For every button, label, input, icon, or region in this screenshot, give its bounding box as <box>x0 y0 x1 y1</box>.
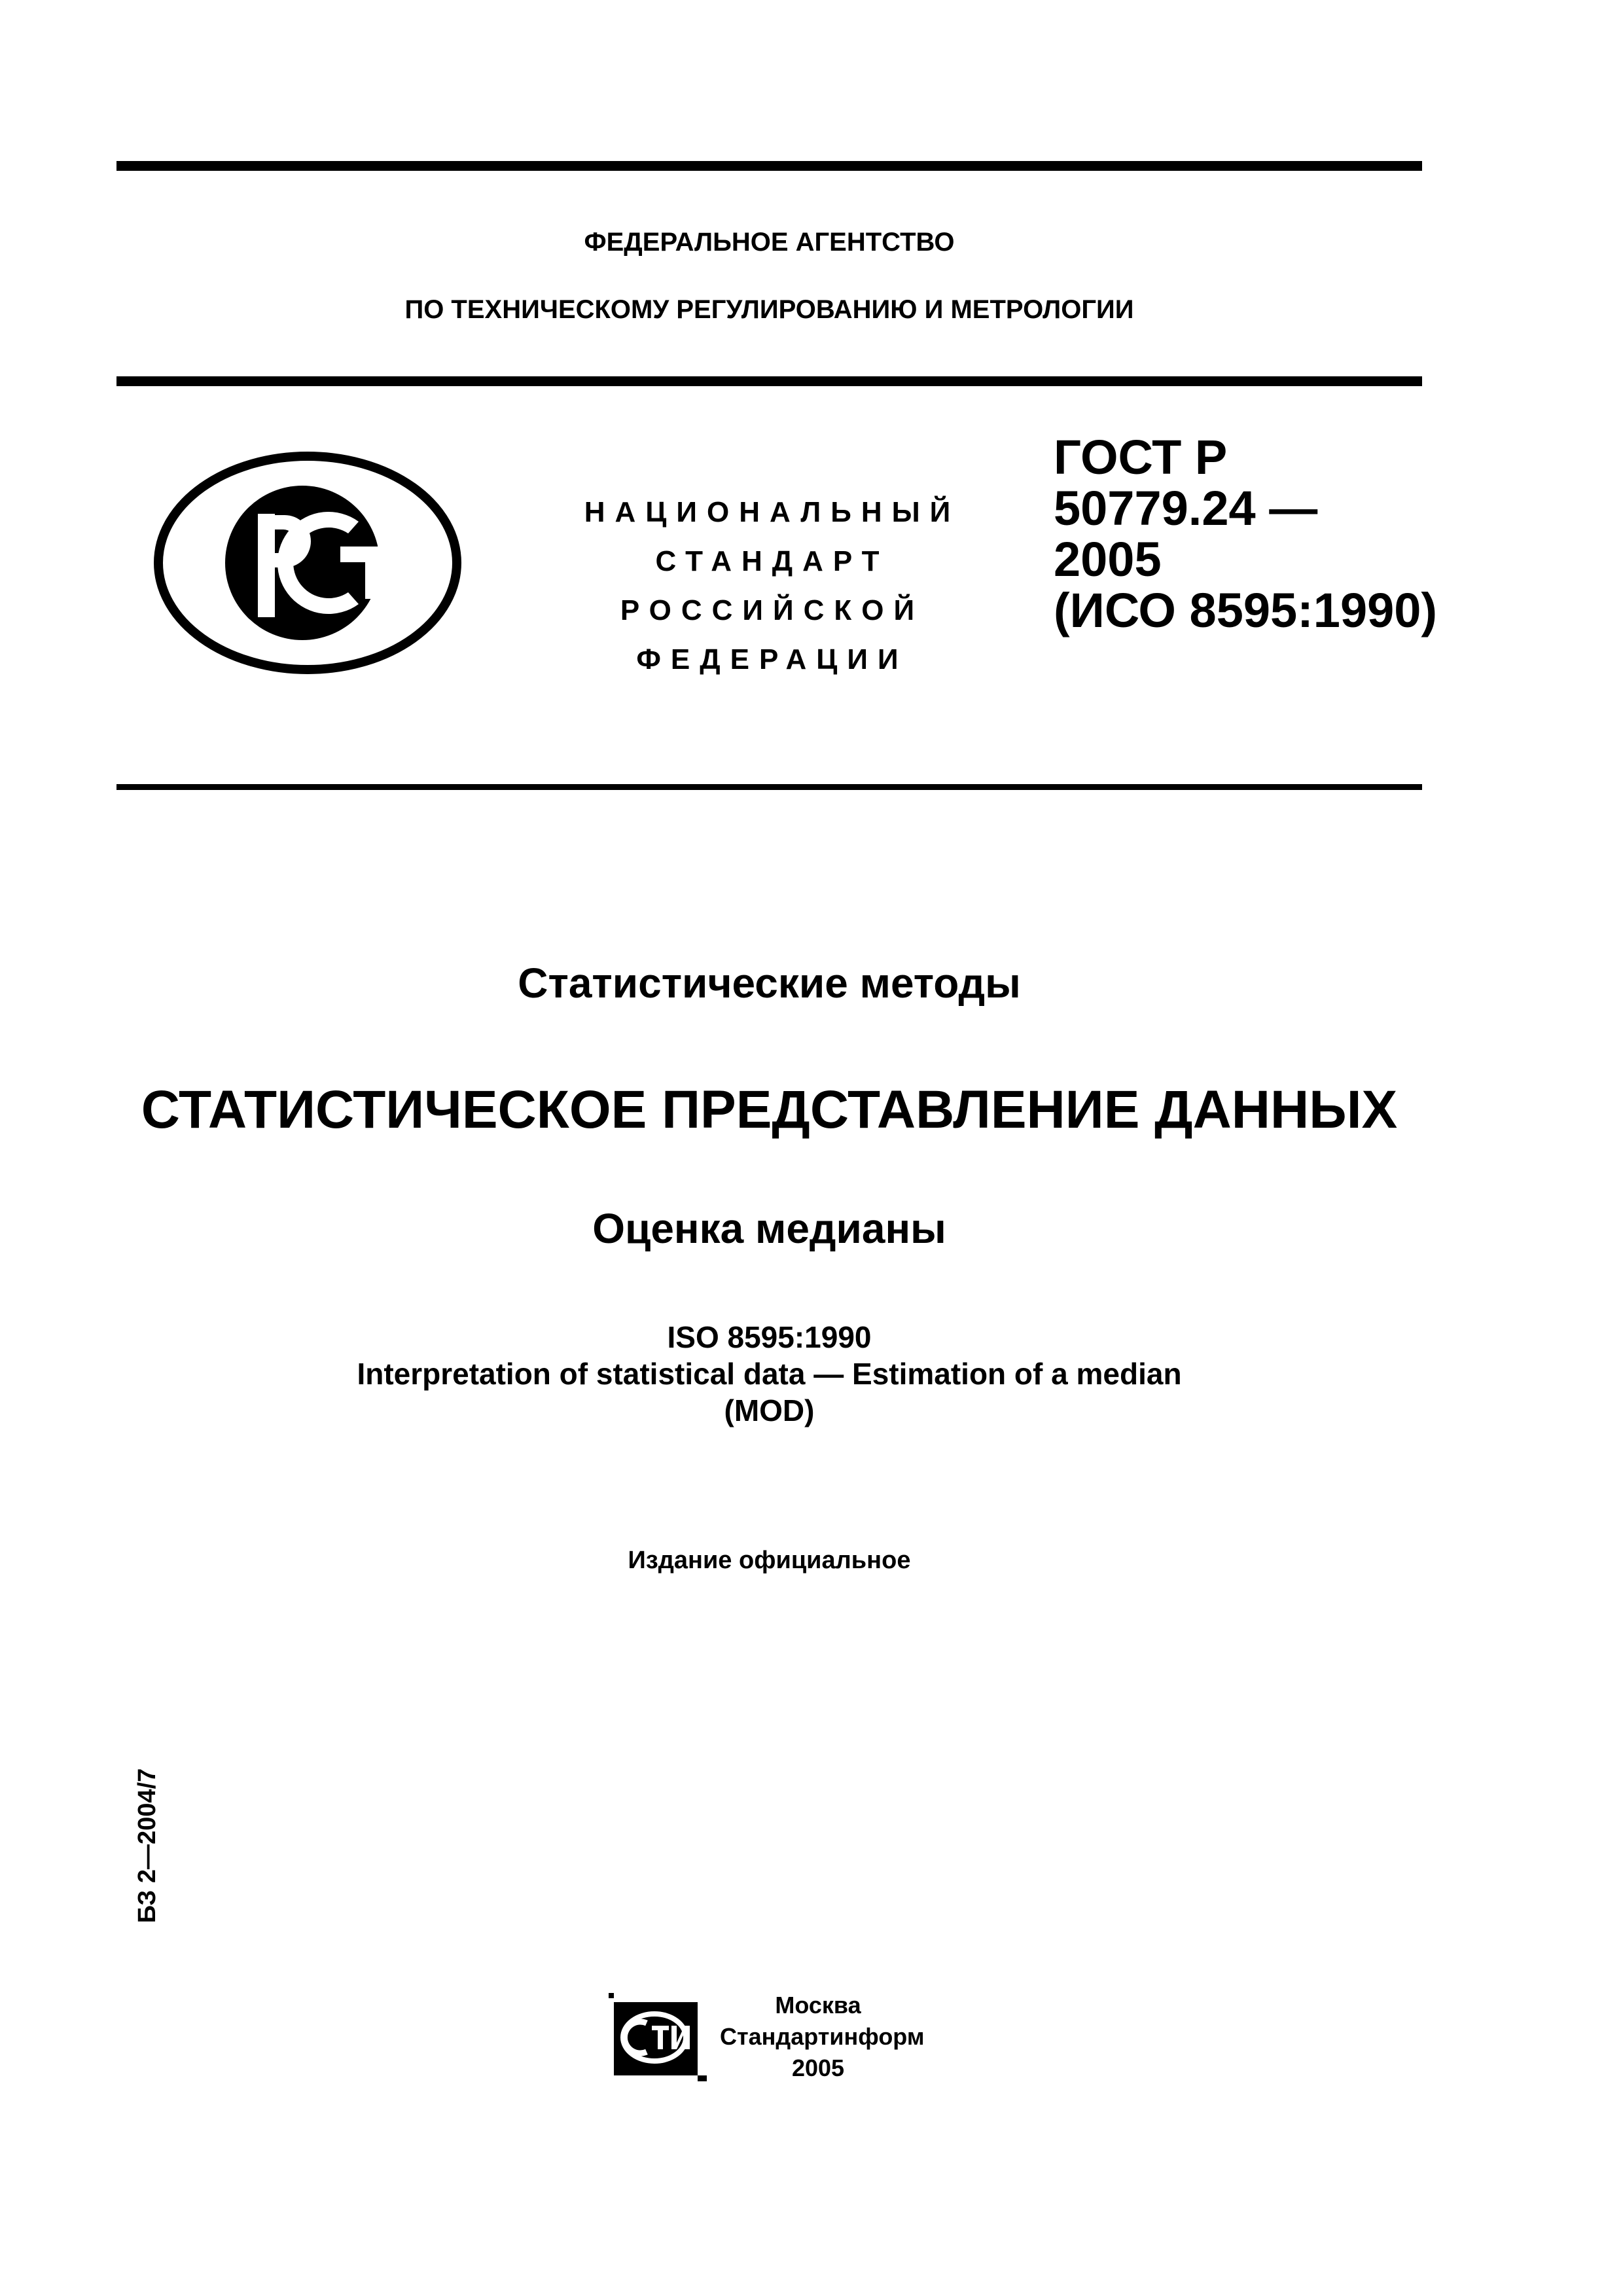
standartinform-logo-icon <box>609 1993 707 2081</box>
designation-line-4: (ИСО 8595:1990) <box>1054 583 1438 637</box>
publisher-city: Москва <box>775 1992 861 2018</box>
edition-label: Издание официальное <box>628 1547 911 1574</box>
rst-conformity-mark-icon <box>151 448 465 677</box>
publisher-name: Стандартинформ <box>720 2023 925 2050</box>
designation-line-2: 50779.24 — <box>1054 481 1318 535</box>
national-standard-line-4: ФЕДЕРАЦИИ <box>636 643 908 675</box>
national-standard-line-3: РОССИЙСКОЙ <box>620 594 925 626</box>
national-standard-line-2: СТАНДАРТ <box>655 545 889 577</box>
agency-line-1: ФЕДЕРАЛЬНОЕ АГЕНТСТВО <box>584 228 955 257</box>
publisher-year: 2005 <box>791 2054 845 2081</box>
general-title: Статистические методы <box>518 960 1021 1007</box>
iso-degree: (MOD) <box>724 1393 815 1427</box>
main-title: СТАТИСТИЧЕСКОЕ ПРЕДСТАВЛЕНИЕ ДАННЫХ <box>141 1080 1398 1139</box>
iso-reference <box>116 1319 1422 1429</box>
designation-line-1: ГОСТ Р <box>1054 430 1228 484</box>
iso-title: Interpretation of statistical data — Estimation of a median <box>357 1357 1182 1391</box>
national-standard-label <box>524 488 1021 684</box>
third-rule <box>116 784 1422 790</box>
designation-line-3: 2005 <box>1054 532 1162 586</box>
second-thick-rule <box>116 376 1422 386</box>
iso-number: ISO 8595:1990 <box>667 1320 872 1354</box>
agency-line-2: ПО ТЕХНИЧЕСКОМУ РЕГУЛИРОВАНИЮ И МЕТРОЛОГИИ <box>404 295 1134 324</box>
side-code: БЗ 2—2004/7 <box>134 1768 161 1924</box>
part-title: Оценка медианы <box>592 1205 946 1252</box>
publisher-info <box>720 1990 925 2084</box>
standard-designation <box>1054 430 1438 637</box>
national-standard-line-1: НАЦИОНАЛЬНЫЙ <box>584 496 961 528</box>
top-thick-rule <box>116 161 1422 171</box>
